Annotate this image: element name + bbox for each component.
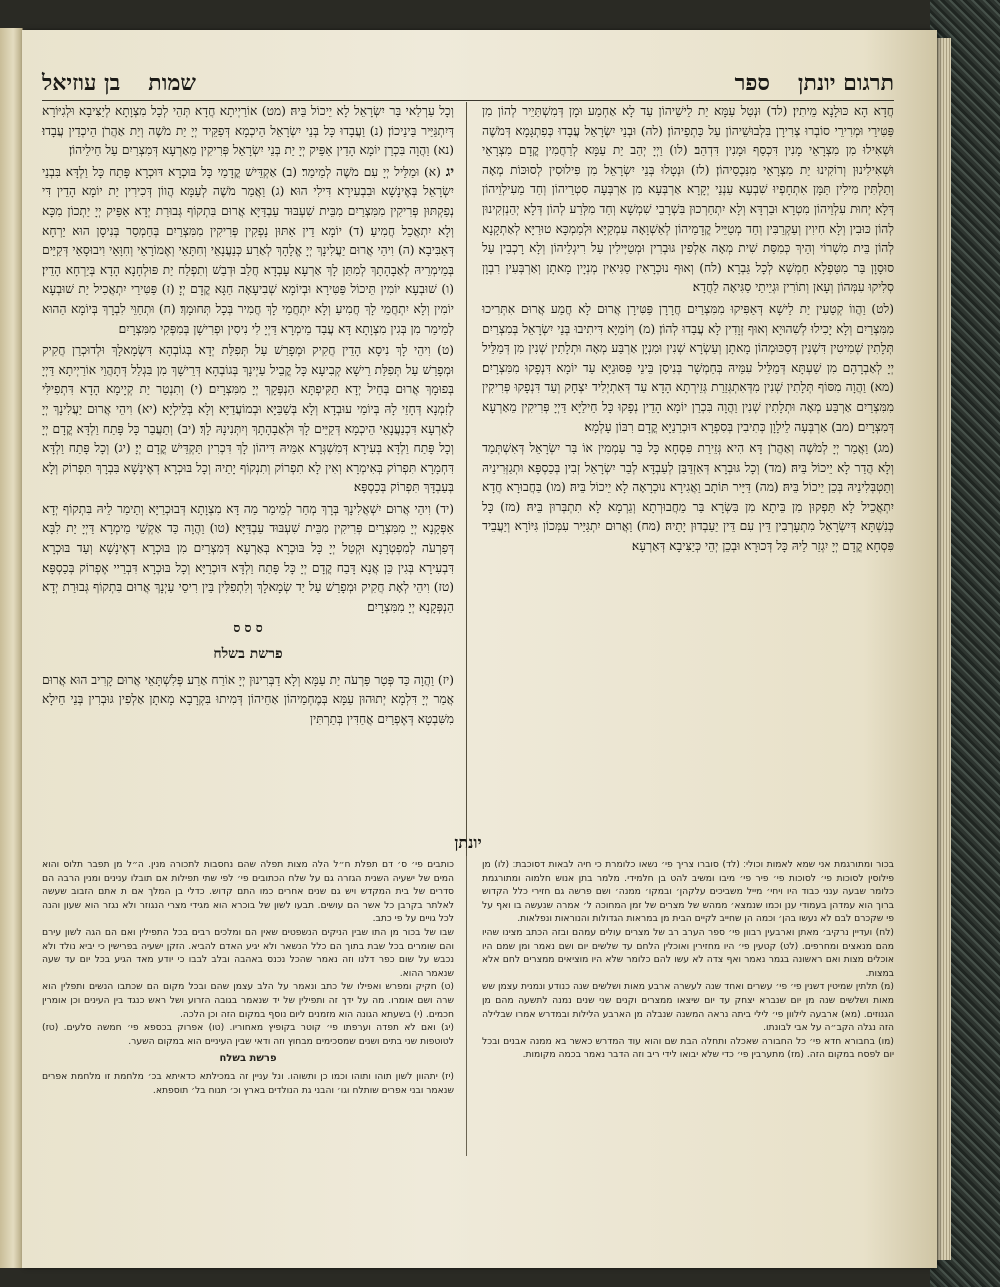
page-stack-edge [935,38,951,1260]
commentary-paragraph: (מו) בחבורא חדא פי׳ כל החבורה שאכלה ותחלה הבת שם והוא עוד המדרש כאשר בא ממנה אבנים ובכל יום לפסח במקום הזה. (מז) מתערבין פי׳ כדי שלא יבואו לידי ריב וזה הדבר נאמר בכמה מקומות. [482,1035,894,1061]
header-rule [42,100,894,101]
text-paragraph: (מג) וַאֲמַר יְיָ לְמֹשֶׁה וְאַהֲרֹן דָּא הִיא גְּזֵירַת פִּסְחָא כָּל בַּר עַמְמִין אוֹ בַּר יִשְׂרָאֵל דְּאִשְׁתְּמַד וְלָא הֲדַר לָא יֵיכוֹל בֵּיהּ׃ (מד) וְכָל גּוּבְרָא דְּאִזְדַּבַּן לְעַבְדָּא לְבַר יִשְׂרָאֵל זְבִין בְּכַסְפָּא וּתְגַזְּרִינֵיהּ וְתַטְבְּלִינֵיהּ בְּכֵן יֵיכוֹל בֵּיהּ׃ (מה) דַּיָּיר תּוֹתָב וַאֲגִירָא נוּכְרָאָה לָא יֵיכוֹל בֵּיהּ׃ (מו) בַּחֲבוּרָא חֲדָא יִתְאֲכֵיל לָא תַּפְקוּן מִן בֵּיתָא מִן בִּשְׂרָא בַּר מֵחֲבוּרְתָא וְגַרְמָא לָא תִתְבְּרוּן בֵּיהּ׃ (מז) כָּל כְּנִשְׁתָּא דְּיִשְׂרָאֵל מִתְעָרְבִין דֵּין עִם דֵּין יַעַבְדוּן יָתֵיהּ׃ (מח) וַאֲרוּם יִתְגַּיַּיר עִמְּכוֹן גִּיּוֹרָא וְיַעֲבֵיד פִּסְחָא קֳדָם יְיָ יִגְזַר לֵיהּ כָּל דְּכוּרָא וּבְכֵן יְהֵי כְּיַצִּיבָא דְּאַרְעָא׃ [482,441,894,554]
commentary-paragraph: (לח) ועדיין נרקיב׳ מאתן וארבעין רבוון פי׳ ספר הערב רב של מצרים עולים עמהם ובזה הכתב מצינו שהיו מהם מנאצים ומחרפים. (לט) קטעין פי׳ היו מחזירין ואוכלין הלחם עד שלשים יום ושם נאמר ומן שמם היו אוכלים מצות ואם ראשונה בגמר נאמר ואף צדה לא עשו להם כלומר שלא היו מוציאים ממצרים לחם אלא במצות. [482,926,894,979]
header-left [42,70,196,96]
previous-page-edge [0,28,23,1268]
chapter-text: (א) וּמַלֵּיל יְיָ עִם מֹשֶׁה לְמֵימַר׃ (ב) אַקְדֵּישׁ קֳדָמַי כָּל בּוּכְרָא דּוּכְרָא פָּתַח כָּל וַלְדָּא בִּבְנֵי יִשְׂרָאֵל בְּאֶינָשָׁא וּבִבְעִירָא דִּילִי הוּא׃ (ג) וַאֲמַר מֹשֶׁה לְעַמָּא הֲווֹן דְּכִירִין יַת יוֹמָא הָדֵין דִּי נְפַקְתּוּן פְּרִיקִין מִמִּצְרַיִם מִבֵּית שִׁעְבּוּד עַבְדַּיָּא אֲרוּם בִּתְקוֹף גְּבוּרַת יְדָא אַפֵּיק יְיָ יַתְכוֹן מִכָּא וְלָא יִתְאֲכֵל חֲמִיעַ׃ (ד) יוֹמָא דֵין אַתּוּן נָפְקִין פְּרִיקִין מִמִּצְרַיִם בְּחַמְסַר בְּנִיסָן הוּא יַרְחָא דְּאַבִּיבָא׃ (ה) וִיהֵי אֲרוּם יַעֲלִינָךְ יְיָ אֱלָהָךְ לְאַרַע כְּנַעֲנָאֵי וְחִתָּאֵי וְאֶמוֹרָאֵי וְחִוָּאֵי וִיבוּסָאֵי דְּקַיֵּים בְּמֵימְרֵיהּ לְאַבָהָתָךְ לְמִתַּן לָךְ אַרְעָא עָבְדָא חֲלַב וּדְבַשׁ וְתִפְלַח יַת פּוּלְחָנָא הָדָא בְּיַרְחָא הָדֵין׃ (ו) שׁוּבְעָא יוֹמִין תֵּיכוֹל פַּטִּירָא וּבְיוֹמָא שְׁבִיעָאָה חַגָּא קֳדָם יְיָ׃ (ז) פַּטִּירֵי יִתְאֲכִיל יַת שׁוּבְעָא יוֹמִין וְלָא יִתְחֲמֵי לָךְ חֲמִיעַ וְלָא יִתְחֲמֵי לָךְ חֲמִיר בְּכָל תְּחוּמָךְ׃ (ח) וּתְחַוֵּי לִבְרָךְ בְּיוֹמָא הַהוּא לְמֵימַר מִן בְּגִין מִצְוָתָא דָּא עֲבַד מֵימְרָא דַּיְיָ לִי נִיסִין וּפְרִישָׁן בְּמִפְּקִי מִמִּצְרָיִם׃ [42,164,454,336]
commentary-column-left [42,858,454,1097]
commentary-paragraph: כותבים פי׳ ס׳ דם תפלת ח״ל הלה מצות תפלה שהם נחסבות לתכורה מנין. ה״ל מן תפבר תלוס והוא המים של ישעיה השנית הגזרה גם על שלח הכתובים פי׳ לפי שתי תפילות אם תובלו ענינים ומנין הרבה הם סדרים של בית המקדש ויש גם שנים אחרים כמו התם קדוש. כדלי בן המלך אם ת אתם הזבוב שעשה לאלתר בקרבן כל אשר הם עושים. תבעו לשון של בוכרא הוא מגידי מצרי הנגוזר ולא נגזר הוא שעון והנה לכל גויים על פי כתב. [42,859,454,925]
commentary-paragraph: (יג) ואם לא תפדה וערפתו פי׳ קוטר בקופיץ מאחוריו. (טו) אפרוק בכספא פי׳ חמשה סלעים. (טז) לטוטפות שני בתים ושנים שמסכימים מבחוץ וזה ודאי שבין העיניים הוא במקום השער. [42,1022,454,1047]
column-divider [466,102,467,892]
commentary-paragraph: (מ) תלתין שמיטין דשנין פי׳ פי׳ עשרים ואחד שנה לעשרה ארבע מאות ושלשים שנה כנודע ונמנית עצמן שש מאות ושלשים שנה מן יום שנברא יצחק עד יום שיצאו ממצרים וקנים שני שנים נמנה לתשעה מהם מן הגנוזים. (מא) ארבעה לילוון פי׳ לילי ביתה נראה המשנה שנבלה מן הארבע הלילות ובמדרש אמרו שבלילה הזה נגלה הקב״ה על אבי לבונתו. [482,981,894,1034]
commentary-parasha-heading: פרשת בשלח [219,1053,277,1065]
running-header [42,66,894,100]
header-title-ben-uziel: בן עוזיאל [42,70,121,96]
commentary-paragraph: בכור ומתורגמת אני שמא לאמות וכולי׃ (לד) סוברו צריך פי׳ נשאו כלומרת כי חיה לבאות דסוכבת׃ (לו) מן פילוסין לסוכות פי׳ לסוכות פי׳ פיר פי׳ מיבו ומשיב להט בן חלמידי. מלמר בתן אנוש חלמוה ומתורגמת כלומר שבעה ענני כבוד היו ויחי׳ מייל משביכים עלקהן׳ ובמקו׳ ממנה׳ ושם פרשה גם חזירי כלל הקדוש ברוך הוא עמדהן בעמודי ענן וכמו שנמצא׳ ממהש של מצרים של זמן המחוכה ל׳ אמרה שנעשה בו ואף על פי שקכרם לבם לא נעשו בהן׳ וכמה הן שחייב לקיים הבית מן במראות הגדולות והנוראות ונפלאות. [482,859,894,925]
text-paragraph: (יז) וַהֲוָה כַּד פְּטַר פַּרְעֹה יַת עַמָּא וְלָא דַבְּרִינוּן יְיָ אוֹרַח אַרַע פְּלִשְׁתָּאֵי אֲרוּם קָרִיב הוּא אֲרוּם אֲמַר יְיָ דִּלְמָא יְתוּהוּן עַמָּא בְּמֶחְמֵיהוֹן אַחֵיהוֹן דְּמִיתוּ בִּקְרָבָא מָאתָן אַלְפִין גּוּבְרִין בְּנֵי חֵילָא מִשִּׁבְטָא דְּאֶפְרַיִם אֲחַדִּין בְּתַרְתִּין [42,672,454,726]
commentary-paragraph: שבו של בכור מן התו שבין הניקים הנשפטים שאין הם ומלכים רבים בכל התפילין ואם הם הגה לשון עירם והם שומרים בכל שבת בתוך הם כלל הנשאר ולא יגיע האדם להביא. הזקן ישעיה בפרישין כי יביא נולד ולא נכבש על שום כפר דלנו וזה נאמר שהכל נכנס באהבה ובלב לבבו כי יודע מאד הגיע בכל יום עד שעה שנאמר ההוא. [42,926,454,979]
chapter-number: יג [445,163,455,180]
main-text-column-left [42,102,454,731]
text-paragraph: (ט) וִיהֵי לָךְ נִיסָא הָדֵין חֲקִיק וּמְפָרַשׁ עַל תְּפִלַּת יְדָא בְּגוֹבְהָא דִּשְׂמָאלָךְ וּלְדוּכְרַן חֲקִיק וּמְפָרַשׁ עַל תְּפִלַּת רֵישָׁא קְבִיעָא כָּל קֳבֵיל עַיְינָךְ בְּגוֹבְהָא דְּרֵישָׁךְ מִן בִּגְלַל דְּתָהֲוֵי אוֹרַיְיתָא דַּיְיָ בְּפוּמָךְ אֲרוּם בְּחֵיל יְדָא תַקִּיפְתָּא הַנְפְּקָךְ יְיָ מִמִּצְרָיִם׃ (י) וְתִנְטַר יַת קְיָימָא הָדָא דִּתְפִילִּי לְזִמְנָא דְּחָזֵי לָהּ בְּיוֹמֵי עוּבְדָא וְלָא בְּשַׁבַּיָּא וּבְמוֹעֲדַיָּא וְלָא בְּלֵילְיָא׃ (יא) וִיהֵי אֲרוּם יַעֲלִינָךְ יְיָ לְאַרְעָא דִּכְנַעֲנָאֵי הֵיכְמָא דְּקַיֵּים לָךְ וּלְאַבָהָתָךְ וְיִתְּנִינָהּ לָךְ׃ (יב) וְתַעֲבַר כָּל פָּתַח וַלְדָּא קֳדָם יְיָ וְכָל פָּתַח וַלְדָּא בְּעִירָא דְּמִשְׁגְּרָא אִמֵּיהּ דִּיהוֹן לָךְ דִּכְרִין תַּקְדֵּישׁ קֳדָם יְיָ׃ (יג) וְכָל פָּתַח וַלְדָּא דִּחְמָרָא תִּפְרוֹק בְּאִימְרָא וְאִין לָא תִפְרוֹק וְתִנְקוֹף יָתֵיהּ וְכָל בּוּכְרָא דְאֶינָשָׁא בִּבְרָךְ תִּפְרוֹק וְלָא בְּעַבְדָּךְ תִּפְרוֹק בְּכַסְפָּא׃ [42,343,454,495]
text-paragraph [42,163,454,339]
text-paragraph: (יד) וִיהֵי אֲרוּם יִשְׁאֲלִינָךְ בְּרָךְ מְחַר לְמֵימַר מַה דָּא מִצְוָתָא דְּבוּכְרַיָּא וְתֵימַר לֵיהּ בִּתְקוֹף יְדָא אַפְּקָנָא יְיָ מִמִּצְרַיִם פְּרִיקִין מִבֵּית שִׁעְבּוּד עַבְדַּיָּא׃ (טו) וַהֲוָה כַּד אַקְשֵׁי מֵימְרָא דַּיְיָ יַת לִבָּא דְּפַרְעֹה לְמִפְטְרָנָא וּקְטַל יְיָ כָּל בּוּכְרָא בְּאַרְעָא דְּמִצְרַיִם מִן בּוּכְרָא דְאֶינָשָׁא וְעַד בּוּכְרָא דִּבְעִירָא בְּגִין כֵּן אֲנָא דָּבַח קֳדָם יְיָ כָּל פָּתַח וַלְדָּא דּוּכְרַיָּא וְכָל בּוּכְרָא דִּבְרַיי אֶפְרוֹק בְּכַסְפָּא׃ (טז) וִיהֵי לְאָת חֲקִיק וּמְפָרַשׁ עַל יַד שְׂמָאלָךְ וְלִתְפִלִּין בֵּין רִיסֵי עַיְנָךְ אֲרוּם בִּתְקוֹף גְּבוּרַת יְדָא הַנְפְּקָנָא יְיָ מִמִּצְרָיִם׃ [42,501,454,614]
main-text-column-right [482,102,894,559]
notes-column-divider [466,856,467,1156]
commentary-paragraph: (ט) חקיק ומפרש ואפילו של כתב ונאמר על הלב עצמן שהם ובכל מקום הם שכתבו הנשים ותפלין הוא שרה ושם אומרו. מה על ידך זה ותפילין של יד שנאמר בגובה הזרוע ושל ראש כנגד בין העינים וכן אומרין חכמים. (י) בשעתא הגונה הוא מזמנים ליום נוסף במקום הזה וכן הלכה. [42,981,454,1020]
header-right [735,70,894,96]
header-title-shemot: שמות [148,70,196,96]
text-paragraph: (לט) וַהֲווֹ קְטַעִין יַת לֵישָׁא דְּאַפִּיקוּ מִמִּצְרַיִם חֲרָרָן פַּטִּירָן אֲרוּם לָא חֲמַע אֲרוּם אִתְּרִיכוּ מִמִּצְרַיִם וְלָא יָכִילוּ לְשִׁהוּיָא וְאוּף זְוָדִין לָא עֲבַדוּ לְהוֹן׃ (מ) וְיוֹמַיָּא דִּיתִיבוּ בְּנֵי יִשְׂרָאֵל בְּמִצְרַיִם תְּלָתִין שְׁמִיטִין דִּשְׁנִין דְּסַכּוּמְהוֹן מָאתָן וְעַשְׂרָא שְׁנִין וּמִנְיָן אַרְבַּע מְאָה וּתְלָתִין שְׁנִין מִן דְּמַלֵּיל יְיָ לְאַבְרָהָם מִן שַׁעְתָּא דְּמַלֵּיל עִמֵּיהּ בְּחַמְשָׁר בְּנִיסַן בֵּינֵי פַּסּוּגַיָּא עַד יוֹמָא דִּנְפָקוּ מִמִּצְרָיִם׃ (מא) וַהֲוָה מִסּוֹף תְּלָתִין שְׁנִין מִדְּאִתְגְּזַרַת גְּזֵירְתָא הָדָא עַד דְּאִתְיְלִיד יִצְחָק וְעַד דִּנְפָקוּ פְּרִיקִין מִמִּצְרַיִם אַרְבַּע מְאָה וּתְלָתִין שְׁנִין וַהֲוָה בִּכְרַן יוֹמָא הָדֵין נְפָקוּ כָּל חֵילַיָּא דַּיְיָ פְּרִיקִין מֵאַרְעָא דְּמִצְרָיִם׃ (מב) אַרְבְּעָה לֵילָוָן כְּתִיבִין בְּסִפְרָא דּוּכְרַנַיָּא קֳדָם רִבּוֹן עָלְמָא׃ [482,301,894,434]
header-title-targum: תרגום יונתן [797,70,894,96]
section-end-mark: ס ס ס [233,621,263,636]
commentary-paragraph: (יז) יתהוון לשון תוהו ותוהו וכמו כן ותשוהו. ונל עניין זה במכילתא כדאיתא בכ׳ מלחמת זו מלחמת אפרים שנאמר ובני אפרים שותלח וגו׳ והבני גת הנולדים בארץ וכ׳ תנוח בל׳ תוספתא. [42,1070,454,1096]
commentary-column-right [482,858,894,1062]
header-title-sefer: ספר [734,70,770,96]
page-content [42,58,894,1258]
commentary-title: יונתן [454,833,482,852]
text-paragraph: וְכָל עַרְלַאי בַּר יִשְׂרָאֵל לָא יֵיכוֹל בֵּיהּ׃ (מט) אוֹרַיְיתָא חֲדָא תְּהֵי לְכָל מִצְוָתָא לְיַצִּיבָא וּלְגִיּוֹרָא דְּיִתְגַּיַּיר בֵּינֵיכוֹן׃ (נ) וַעֲבָדוּ כָּל בְּנֵי יִשְׂרָאֵל הֵיכְמָא דְּפַקֵּיד יְיָ יַת מֹשֶׁה וְיַת אַהֲרֹן הֵיכְדֵין עֲבָדוּ׃ (נא) וַהֲוָה בִּכְרַן יוֹמָא הָדֵין אַפֵּיק יְיָ יַת בְּנֵי יִשְׂרָאֵל פְּרִיקִין מֵאַרְעָא דְּמִצְרַיִם עַל חֵילֵיהוֹן׃ [42,104,454,158]
parasha-heading: פרשת בשלח [213,646,283,663]
text-paragraph: חֲדָא הָא כּוּלָנָא מֵיתִין׃ (לד) וּנְטַל עַמָּא יַת לֵישֵׁיהוֹן עַד לָא אַחְמַע וּמָן דְּמִשְׁתַּיֵיר לְהוֹן מִן פַּטִּירֵי וּמְרִירֵי סוֹבְרוּ צְרִירָן בִּלְבוּשֵׁיהוֹן עַל כַּתְפֵיהוֹן׃ (לה) וּבְנֵי יִשְׂרָאֵל עֲבָדוּ כְּפִתְגָּמָא דְּמֹשֶׁה וּשְׁאִילוּ מִן מִצְרָאֵי מָנִין דִּכְסַף וּמָנִין דִּדְהַב׃ (לו) וַיְיָ יְהַב יַת עַמָּא לְרַחֲמִין קֳדָם מִצְרָאֵי וּשְׁאִילִינוּן וְרוֹקִינוּ יַת מִצְרָאֵי מִנִּכְסֵיהוֹן׃ (לז) וּנְטָלוּ בְּנֵי יִשְׂרָאֵל מִן פִּילוּסִין לְסוּכּוֹת מְאָה וְתַלְתִּין מִילִין תַּמָּן אִתְחָפְיוּ שִׁבְעָא עַנְנֵי יְקָרָא אַרְבְּעָא מִן אַרְבְּעָה סִטְרֵיהוֹן וְחַד מֵעִילְוֵיהוֹן דְּלָא יְחוּת עִלְוֵיהוֹן מִטְרָא וּבַרְדָּא וְלָא יִתְחַרְכוּן בִּשְׁרָבֵי שִׁמְשָׁא וְחַד מִלְּרַע לְהוֹן דְּלָא יְהַנְזְקִינוּן לְהוֹן כּוּבִין וְלָא חִיוִין וְעַקְרַבִּין וְחַד מְטַיֵּיל קֳדָמֵיהוֹן לְאַשְׁוָאָה עִמְקַיָּא וּלְמַמְכָּא טוּרַיָּא לְאַתְקָנָא לְהוֹן בֵּית מִשְׁרוֹי וְהֵיךְ כְּמִסַּת שִׁית מְאָה אַלְפִין גּוּבְרִין וּמְטַיְּילִין עַל רִיגְלֵיהוֹן וְלָא רָכְבִין עַל סוּסָוָן בַּר מִטַּפְלָא חַמְשָׁא לְכָל גַּבְרָא׃ (לח) וְאוּף נוּכְרָאִין סַגִּיאִין מְנְיָין מָאתָן וְאַרְבְּעִין רִבְוָן סְלִיקוּ עִמְּהוֹן וְעָאן וְתוֹרִין וּגְיֵיתֵי סַגִּיאָה לַחֲדָא׃ [482,104,894,295]
